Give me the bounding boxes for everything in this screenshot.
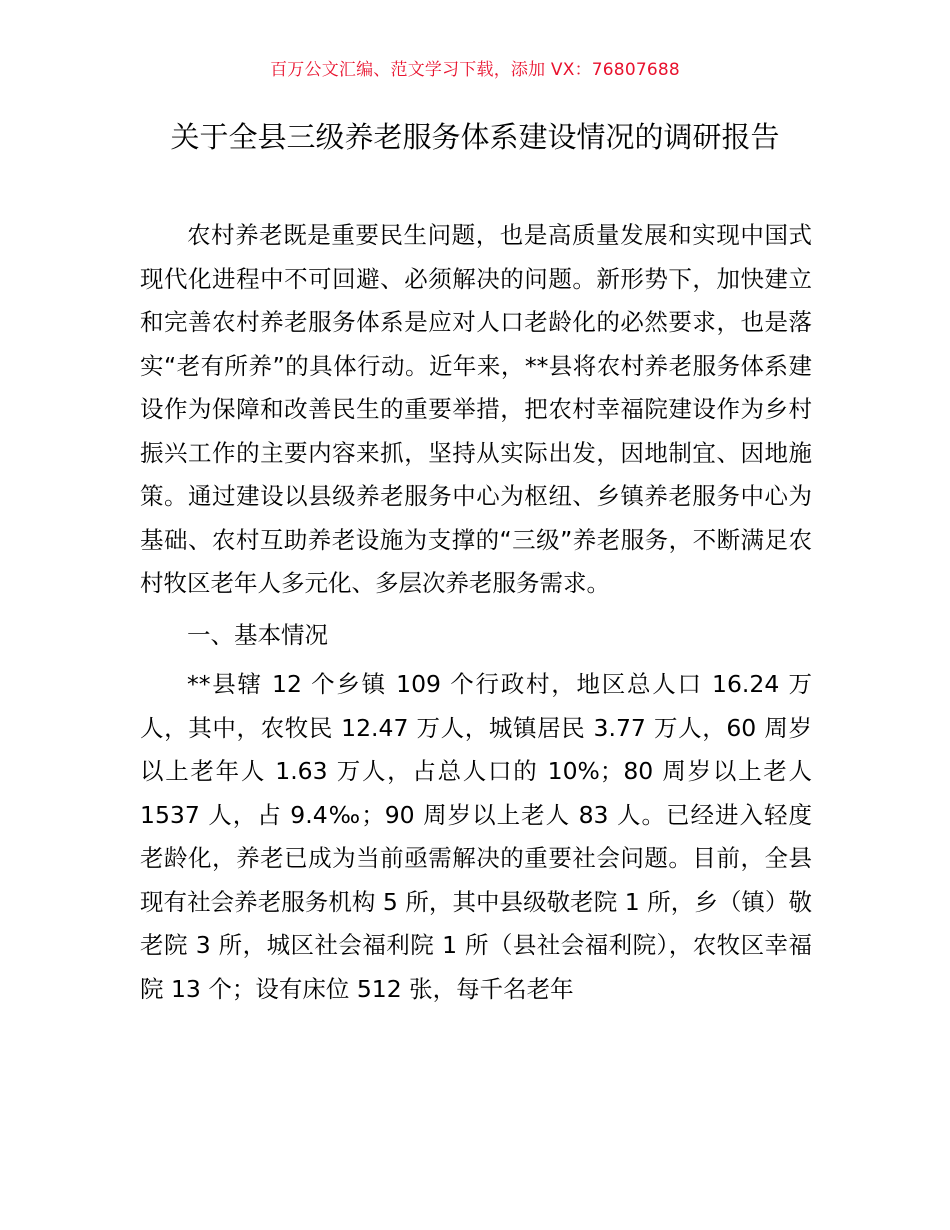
document-body [140,214,812,1019]
basic-situation-paragraph: **县辖 12 个乡镇 109 个行政村，地区总人口 16.24 万人，其中，农牧民 12.47 万人，城镇居民 3.77 万人，60 周岁以上老年人 1.63 万人，占总人口的 10%；80 周岁以上老人 1537 人，占 9.4‰；90 周岁以上老人 83 人。已经进入轻度老龄化，养老已成为当前亟需解决的重要社会问题。目前，全县现有社会养老服务机构 5 所，其中县级敬老院 1 所，乡（镇）敬老院 3 所，城区社会福利院 1 所（县社会福利院），农牧区幸福院 13 个；设有床位 512 张，每千名老年 [140,670,812,1003]
document-title: 关于全县三级养老服务体系建设情况的调研报告 [170,120,780,154]
watermark-header: 百万公文汇编、范文学习下载，添加 VX：76807688 [270,60,680,80]
section-heading-basic-situation: 一、基本情况 [187,620,328,649]
intro-paragraph: 农村养老既是重要民生问题，也是高质量发展和实现中国式现代化进程中不可回避、必须解决的问题。新形势下，加快建立和完善农村养老服务体系是应对人口老龄化的必然要求，也是落实“老有所养”的具体行动。近年来，**县将农村养老服务体系建设作为保障和改善民生的重要举措，把农村幸福院建设作为乡村振兴工作的主要内容来抓，坚持从实际出发，因地制宜、因地施策。通过建设以县级养老服务中心为枢纽、乡镇养老服务中心为基础、农村互助养老设施为支撑的“三级”养老服务，不断满足农村牧区老年人多元化、多层次养老服务需求。 [140,221,812,597]
